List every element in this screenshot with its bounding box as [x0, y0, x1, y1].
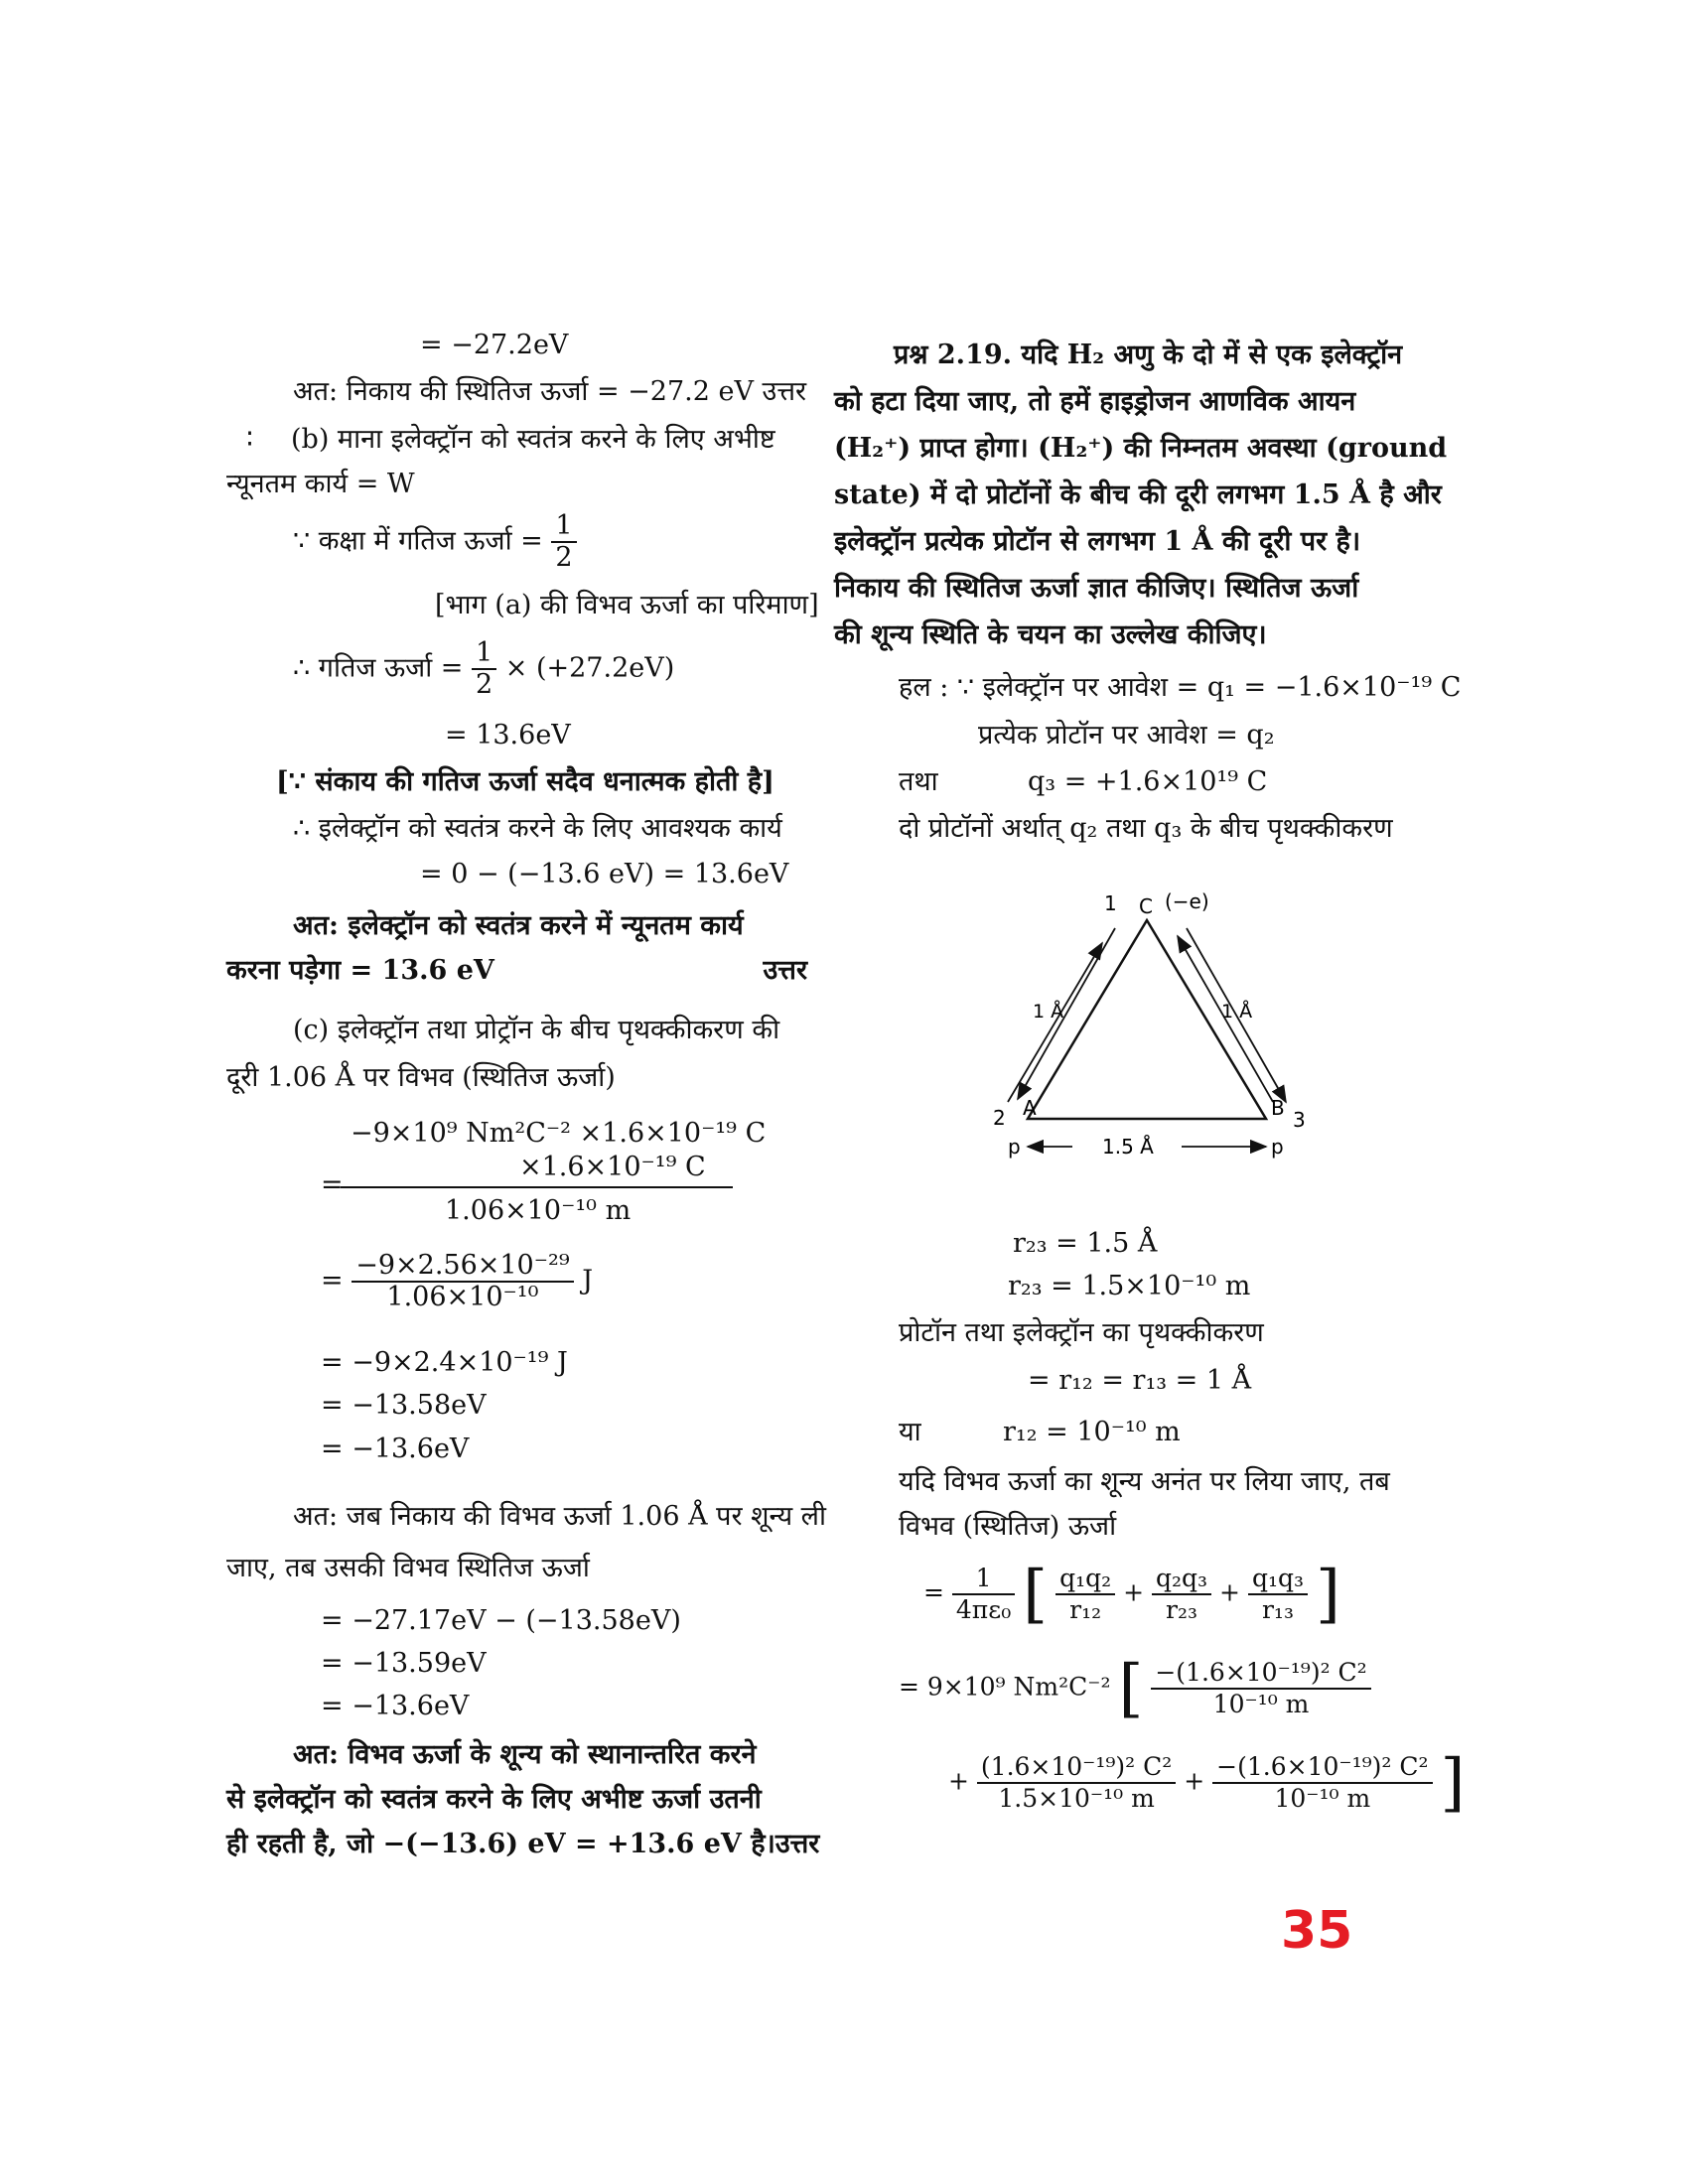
margin-mark: ∶ [246, 424, 254, 455]
note-line: [∵ संकाय की गतिज ऊर्जा सदैव धनात्मक होती है] [276, 766, 774, 797]
answer-line: अत: निकाय की स्थितिज ऊर्जा = −27.2 eV उत्तर [293, 376, 807, 407]
label-B: B [1271, 1096, 1285, 1120]
label-A: A [1023, 1096, 1037, 1120]
eq-line: = −27.17eV − (−13.58eV) [321, 1605, 681, 1636]
fraction: $\frac{1}{2}$ [472, 638, 496, 700]
solution-line: q₃ = +1.6×10¹⁹ C [1028, 766, 1268, 797]
solution-line: r₂₃ = 1.5 Å [1013, 1228, 1158, 1259]
label-1: 1 [1104, 891, 1117, 915]
solution-line: r₁₂ = 10⁻¹⁰ m [1003, 1417, 1181, 1447]
eq-line: = −13.6eV [321, 1691, 470, 1721]
solution-line: r₂₃ = 1.5×10⁻¹⁰ m [1008, 1271, 1251, 1301]
fraction-2: = $\frac{\text{−9×2.56×10⁻²⁹}}{\text{1.06×10⁻¹⁰}}$ J [321, 1250, 594, 1312]
formula-4: = 9×10⁹ Nm²C⁻² [ $\frac{\text{−(1.6×10⁻¹⁹)² C²}}{\text{10⁻¹⁰ m}}$ [899, 1658, 1371, 1719]
eq-line: = −9×2.4×10⁻¹⁹ J [321, 1347, 568, 1378]
text-line: (b) माना इलेक्ट्रॉन को स्वतंत्र करने के लिए अभीष्ट [291, 424, 775, 455]
eq-line: = −13.6eV [321, 1433, 470, 1464]
eq-line: = −13.59eV [321, 1648, 487, 1679]
text-line: (c) इलेक्ट्रॉन तथा प्रोट्रॉन के बीच पृथक्कीकरण की [293, 1015, 780, 1045]
solution-line: प्रत्येक प्रोटॉन पर आवेश = q₂ [978, 720, 1275, 751]
label-e: (−e) [1165, 889, 1209, 913]
text-line: न्यूनतम कार्य = W [226, 469, 415, 499]
question-line: निकाय की स्थितिज ऊर्जा ज्ञात कीजिए। स्थितिज ऊर्जा [834, 573, 1359, 604]
label-1A-left: 1 Å [1033, 1001, 1064, 1023]
page: = −27.2eV अत: निकाय की स्थितिज ऊर्जा = −27.2 eV उत्तर ∶ (b) माना इलेक्ट्रॉन को स्वतंत्र करने के लिए अभीष्ट न्यूनतम कार्य = W ∵ कक्षा में गतिज ऊर्जा = $\frac{1}{2}$ [भाग (a) की विभव ऊर्जा का परिमाण] ∴ गतिज ऊर्जा = $\frac{1}{2}$ × (+27.2eV) = 13.6eV [∵ संकाय की गतिज ऊर्जा सदैव धनात्मक होती है] ∴ इलेक्ट्रॉन को स्वतंत्र करने के लिए आवश्यक कार्य = 0 − (−13.6 eV) = 13.6eV अत: इलेक्ट्रॉन को स्वतंत्र करने में न्यूनतम कार्य करना पड़ेगा = 13.6 eV उत्तर (c) इलेक्ट्रॉन तथा प्रोट्रॉन के बीच पृथक्कीकरण की दूरी 1.06 Å पर विभव (स्थितिज ऊर्जा) −9×10⁹ Nm²C⁻² ×1.6×10⁻¹⁹ C ×1.6×10⁻¹⁹ C = 1.06×10⁻¹⁰ m = $\frac{\text{−9×2.56×10⁻²⁹}}{\text{1.06×10⁻¹⁰}}$ J = −9×2.4×10⁻¹⁹ J = −13.58eV = −13.6eV अत: जब निकाय की विभव ऊर्जा 1.06 Å पर शून्य ली जाए, तब उसकी विभव स्थितिज ऊर्जा = −27.17eV − (−13.58eV) = −13.59eV = −13.6eV अत: विभव ऊर्जा के शून्य को स्थानान्तरित करने से इलेक्ट्रॉन को स्वतंत्र करने के लिए अभीष्ट ऊर्जा उतनी ही रहती है, जो −(−13.6) eV = +13.6 eV है। उत्तर प्रश्न 2.19. यदि H₂ अणु के दो में से एक इलेक्ट्रॉन को हटा दिया जाए, तो हमें हाइड्रोजन आणविक आयन (H₂⁺) प्राप्त होगा। (H₂⁺) की निम्नतम अवस्था (ground state) में दो प्रोटॉनों के बीच की दूरी लगभग 1.5 Å है और इलेक्ट्रॉन प्रत्येक प्रोटॉन से लगभग 1 Å की दूरी पर है। निकाय की स्थितिज ऊर्जा ज्ञात कीजिए। स्थितिज ऊर्जा की शून्य स्थिति के चयन का उल्लेख कीजिए। हल : ∵ इलेक्ट्रॉन पर आवेश = q₁ = −1.6×10⁻¹⁹ C प्रत्येक प्रोटॉन पर आवेश = q₂ तथा q₃ = +1.6×10¹⁹ C दो प्रोटॉनों अर्थात् q₂ तथा q₃ के बीच पृथक्कीकरण 1 C (−e) 1 Å 1 Å 2 A B 3 p 1.5 Å p r₂₃ = 1.5 Å r₂₃ = 1.5×10⁻¹⁰ m प्रोटॉन तथा इलेक्ट्रॉन का पृथक्कीकरण = r₁₂ = r₁₃ = 1 Å या r₁₂ = 10⁻¹⁰ m यदि विभव ऊर्जा का शून्य अनंत पर लिया जाए, तब विभव (स्थितिज) ऊर्जा = $\frac{1}{\text{4πε₀}}$ [ $\frac{\text{q₁q₂}}{\text{r₁₂}}$ + $\frac{\text{q₂q₃}}{\text{r₂₃}}$ + $\frac{\text{q₁q₃}}{\text{r₁₃}}$ ] = 9×10⁹ Nm²C⁻² [ $\frac{\text{−(1.6×10⁻¹⁹)² C²}}{\text{10⁻¹⁰ m}}$ + $\frac{\text{(1.6×10⁻¹⁹)² C²}}{\text{1.5×10⁻¹⁰ m}}$ + $\frac{\text{−(1.6×10⁻¹⁹)² C²}}{\text{10⁻¹⁰ m}}$ ] 35 [0, 0, 1688, 2184]
solution-line: हल : ∵ इलेक्ट्रॉन पर आवेश = q₁ = −1.6×10⁻¹⁹ C [899, 672, 1462, 703]
fraction: $\frac{1}{2}$ [551, 511, 576, 573]
question-line: इलेक्ट्रॉन प्रत्येक प्रोटॉन से लगभग 1 Å की दूरी पर है। [834, 526, 1361, 557]
eq-line: = −13.58eV [321, 1390, 487, 1421]
label-2: 2 [993, 1106, 1006, 1130]
solution-line: विभव (स्थितिज) ऊर्जा [899, 1511, 1117, 1542]
question-line: को हटा दिया जाए, तो हमें हाइड्रोजन आणविक आयन [834, 386, 1356, 417]
eq-line: = 0 − (−13.6 eV) = 13.6eV [420, 859, 789, 889]
solution-line: तथा [899, 766, 938, 797]
frac-line: ∵ कक्षा में गतिज ऊर्जा = $\frac{1}{2}$ [293, 511, 577, 573]
eq-line: = 13.6eV [445, 720, 571, 751]
triangle-diagram [933, 859, 1350, 1186]
question-line: की शून्य स्थिति के चयन का उल्लेख कीजिए। [834, 619, 1267, 650]
formula-3: = $\frac{1}{\text{4πε₀}}$ [ $\frac{\text{q₁q₂}}{\text{r₁₂}}$ + $\frac{\text{q₂q₃}}{\text{r₂₃}}$ + $\frac{\text{q₁q₃}}{\text{r₁₃}}$ ] [923, 1558, 1340, 1631]
solution-line: दो प्रोटॉनों अर्थात् q₂ तथा q₃ के बीच पृथक्कीकरण [899, 813, 1393, 844]
text-line: दूरी 1.06 Å पर विभव (स्थितिज ऊर्जा) [226, 1062, 616, 1093]
fraction-bar [341, 1186, 733, 1188]
solution-line: या [899, 1417, 921, 1447]
label-1.5A: 1.5 Å [1102, 1135, 1154, 1159]
text-line: अत: इलेक्ट्रॉन को स्वतंत्र करने में न्यूनतम कार्य [293, 910, 744, 941]
label-1A-right: 1 Å [1221, 1001, 1253, 1023]
text-line: से इलेक्ट्रॉन को स्वतंत्र करने के लिए अभीष्ट ऊर्जा उतनी [226, 1784, 762, 1815]
label-p-right: p [1271, 1135, 1284, 1159]
solution-line: यदि विभव ऊर्जा का शून्य अनंत पर लिया जाए, तब [899, 1466, 1390, 1497]
solution-line: प्रोटॉन तथा इलेक्ट्रॉन का पृथक्कीकरण [899, 1317, 1264, 1348]
note-line: [भाग (a) की विभव ऊर्जा का परिमाण] [435, 590, 819, 620]
frac-line: ∴ गतिज ऊर्जा = $\frac{1}{2}$ × (+27.2eV) [293, 637, 675, 700]
text-line: जाए, तब उसकी विभव स्थितिज ऊर्जा [226, 1553, 590, 1583]
label-C: C [1139, 894, 1153, 918]
question-line: प्रश्न 2.19. यदि H₂ अणु के दो में से एक इलेक्ट्रॉन [894, 340, 1403, 370]
question-line: (H₂⁺) प्राप्त होगा। (H₂⁺) की निम्नतम अवस्था (ground [834, 433, 1448, 464]
solution-line: = r₁₂ = r₁₃ = 1 Å [1028, 1365, 1252, 1396]
answer-line: करना पड़ेगा = 13.6 eV उत्तर [226, 955, 807, 986]
text-line: अत: विभव ऊर्जा के शून्य को स्थानान्तरित करने [293, 1739, 757, 1770]
answer-line: ही रहती है, जो −(−13.6) eV = +13.6 eV है। उत्तर [226, 1829, 820, 1859]
text-line: ∴ इलेक्ट्रॉन को स्वतंत्र करने के लिए आवश्यक कार्य [293, 813, 782, 844]
arrow-1 [1008, 943, 1102, 1102]
label-p-left: p [1008, 1135, 1021, 1159]
text-line: अत: जब निकाय की विभव ऊर्जा 1.06 Å पर शून्य ली [293, 1501, 826, 1532]
page-number: 35 [1281, 1901, 1353, 1961]
label-3: 3 [1293, 1108, 1306, 1132]
eq-line: = −27.2eV [420, 330, 569, 360]
formula-5: + $\frac{\text{(1.6×10⁻¹⁹)² C²}}{\text{1.5×10⁻¹⁰ m}}$ + $\frac{\text{−(1.6×10⁻¹⁹)² C²}}{\text{10⁻¹⁰ m}}$ ] [948, 1746, 1466, 1820]
question-line: state) में दो प्रोटॉनों के बीच की दूरी लगभग 1.5 Å है और [834, 479, 1442, 510]
